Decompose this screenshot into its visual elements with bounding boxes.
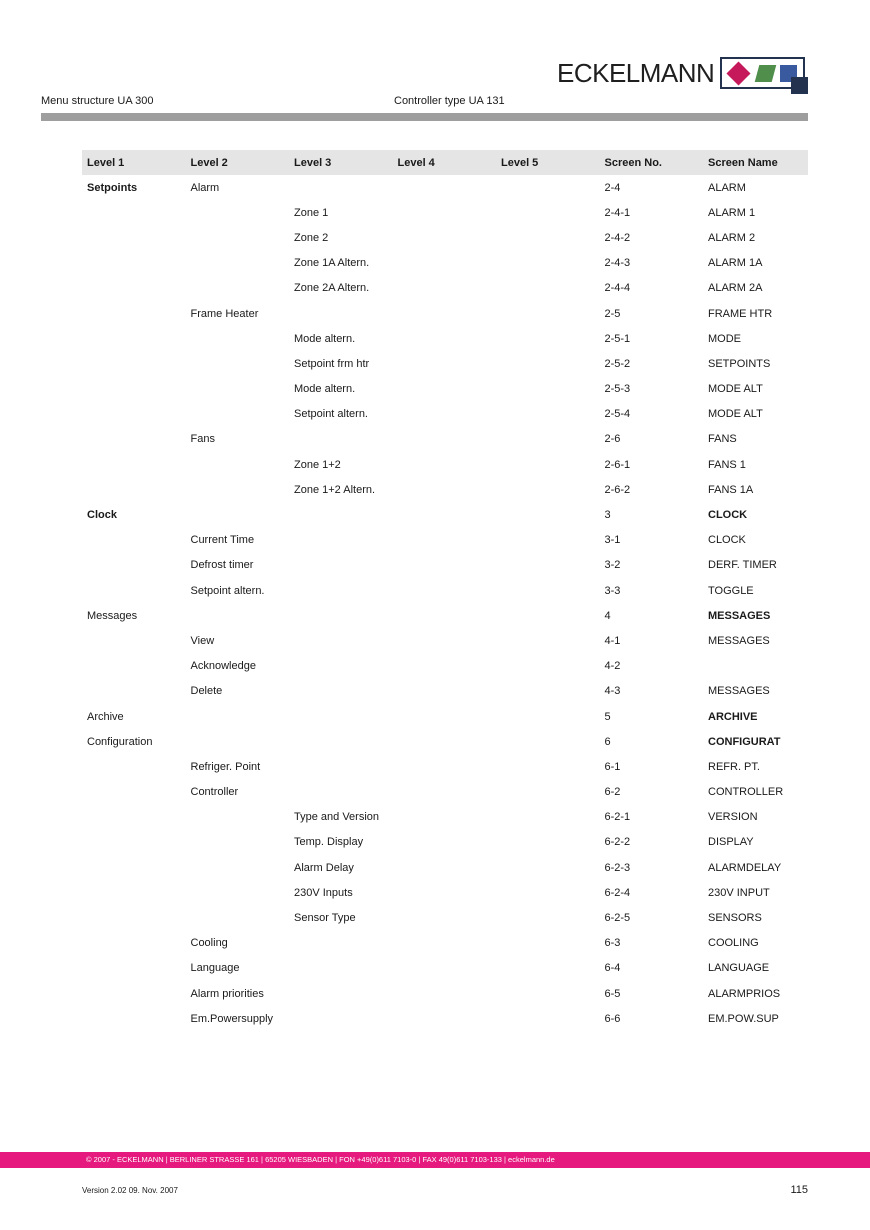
cell-screen-name: DERF. TIMER	[708, 559, 777, 572]
table-row	[82, 981, 808, 1006]
table-row	[82, 729, 808, 754]
page-number: 115	[790, 1184, 808, 1196]
cell-screen-name: ALARMPRIOS	[708, 987, 781, 1000]
cell-screen-name: MODE	[708, 332, 741, 345]
cell-screen-name: MESSAGES	[708, 634, 770, 647]
table-row	[82, 754, 808, 779]
cell-level-3: Zone 2A Altern.	[294, 282, 370, 295]
cell-level-3: 230V Inputs	[294, 886, 353, 899]
column-header-level-3: Level 3	[294, 156, 332, 169]
cell-screen-no: 4-1	[604, 634, 621, 647]
cell-screen-no: 2-4-4	[604, 282, 631, 295]
table-row	[82, 780, 808, 805]
cell-screen-name: MESSAGES	[708, 685, 770, 698]
header-controller-type: Controller type UA 131	[394, 95, 505, 107]
cell-screen-name: ALARM 1	[708, 206, 756, 219]
table-row	[82, 931, 808, 956]
cell-screen-name: FRAME HTR	[708, 307, 773, 320]
cell-screen-name: LANGUAGE	[708, 962, 770, 975]
cell-level-1: Messages	[87, 609, 138, 622]
cell-screen-name: EM.POW.SUP	[708, 1012, 779, 1025]
cell-screen-name: CLOCK	[708, 534, 746, 547]
cell-screen-no: 6-2-4	[604, 886, 631, 899]
cell-screen-name: CLOCK	[708, 509, 748, 522]
table-row	[82, 402, 808, 427]
cell-level-2: Controller	[190, 786, 239, 799]
cell-level-1: Clock	[87, 509, 117, 522]
cell-screen-name: COOLING	[708, 937, 759, 950]
table-row	[82, 905, 808, 930]
cell-level-2: Acknowledge	[190, 660, 256, 673]
cell-screen-name: DISPLAY	[708, 836, 754, 849]
cell-level-2: Current Time	[190, 534, 255, 547]
table-row	[82, 956, 808, 981]
cell-level-3: Zone 2	[294, 231, 329, 244]
cell-screen-no: 2-6	[604, 433, 621, 446]
column-header-level-5: Level 5	[501, 156, 539, 169]
cell-screen-name: MODE ALT	[708, 383, 763, 396]
table-row	[82, 1006, 808, 1031]
table-row	[82, 654, 808, 679]
table-row	[82, 578, 808, 603]
cell-screen-no: 6-3	[604, 937, 621, 950]
cell-screen-name: FANS	[708, 433, 737, 446]
table-row	[82, 326, 808, 351]
cell-screen-name: ALARM 2	[708, 231, 756, 244]
cell-screen-no: 6-4	[604, 962, 621, 975]
column-header-screen-name: Screen Name	[708, 156, 778, 169]
cell-screen-name: SENSORS	[708, 912, 762, 925]
cell-screen-no: 6-2	[604, 786, 621, 799]
table-row	[82, 528, 808, 553]
column-header-screen-no: Screen No.	[604, 156, 662, 169]
cell-screen-no: 3-1	[604, 534, 621, 547]
table-row	[82, 603, 808, 628]
cell-screen-no: 2-5-3	[604, 383, 631, 396]
company-logo	[557, 56, 805, 90]
cell-level-2: Em.Powersupply	[190, 1012, 274, 1025]
column-header-level-2: Level 2	[190, 156, 228, 169]
cell-screen-no: 5	[604, 710, 611, 723]
table-row	[82, 175, 808, 200]
cell-screen-no: 6-2-3	[604, 861, 631, 874]
cell-screen-no: 2-6-2	[604, 483, 631, 496]
cell-level-3: Alarm Delay	[294, 861, 354, 874]
menu-structure-table	[82, 150, 808, 1031]
cell-level-2: Defrost timer	[190, 559, 254, 572]
cell-level-3: Temp. Display	[294, 836, 364, 849]
table-row	[82, 880, 808, 905]
cell-screen-no: 2-4	[604, 181, 621, 194]
cell-screen-no: 2-5	[604, 307, 621, 320]
cell-screen-no: 3-2	[604, 559, 621, 572]
version-info: Version 2.02 09. Nov. 2007	[82, 1186, 178, 1195]
cell-screen-name: VERSION	[708, 811, 758, 824]
table-row	[82, 679, 808, 704]
table-row	[82, 251, 808, 276]
cell-screen-no: 6-6	[604, 1012, 621, 1025]
table-row	[82, 830, 808, 855]
cell-screen-name: REFR. PT.	[708, 760, 760, 773]
cell-screen-name: CONTROLLER	[708, 786, 784, 799]
cell-screen-name: ALARMDELAY	[708, 861, 782, 874]
cell-screen-no: 2-6-1	[604, 458, 631, 471]
cell-screen-no: 2-4-3	[604, 257, 631, 270]
cell-screen-name: CONFIGURAT	[708, 735, 781, 748]
table-row	[82, 855, 808, 880]
table-row	[82, 427, 808, 452]
cell-level-1: Configuration	[87, 735, 153, 748]
cell-screen-name: SETPOINTS	[708, 357, 771, 370]
cell-level-3: Mode altern.	[294, 332, 356, 345]
header-divider	[41, 113, 808, 121]
cell-screen-no: 2-5-1	[604, 332, 631, 345]
cell-screen-no: 2-4-1	[604, 206, 631, 219]
table-row	[82, 301, 808, 326]
cell-level-1: Setpoints	[87, 181, 138, 194]
cell-level-2: Alarm priorities	[190, 987, 264, 1000]
cell-level-3: Zone 1A Altern.	[294, 257, 370, 270]
cell-level-3: Mode altern.	[294, 383, 356, 396]
cell-level-3: Zone 1	[294, 206, 329, 219]
cell-level-2: Language	[190, 962, 240, 975]
cell-level-2: Refriger. Point	[190, 760, 261, 773]
table-row	[82, 200, 808, 225]
cell-screen-no: 4-2	[604, 660, 621, 673]
cell-screen-no: 6-1	[604, 760, 621, 773]
cell-level-3: Zone 1+2 Altern.	[294, 483, 376, 496]
cell-screen-name: FANS 1A	[708, 483, 754, 496]
cell-screen-name: ALARM 1A	[708, 257, 763, 270]
cell-level-3: Sensor Type	[294, 912, 356, 925]
cell-screen-name: TOGGLE	[708, 584, 754, 597]
cell-level-3: Zone 1+2	[294, 458, 341, 471]
cell-screen-no: 6	[604, 735, 611, 748]
table-body	[82, 175, 808, 1031]
table-row	[82, 452, 808, 477]
table-row	[82, 351, 808, 376]
table-row	[82, 553, 808, 578]
header-document-title: Menu structure UA 300	[41, 95, 154, 107]
cell-level-2: View	[190, 634, 215, 647]
table-header	[82, 150, 808, 175]
cell-level-2: Cooling	[190, 937, 228, 950]
cell-level-3: Setpoint altern.	[294, 408, 368, 421]
table-row	[82, 225, 808, 250]
cell-screen-no: 4-3	[604, 685, 621, 698]
cell-level-2: Alarm	[190, 181, 220, 194]
cell-screen-name: ALARM	[708, 181, 746, 194]
table-row	[82, 377, 808, 402]
table-row	[82, 477, 808, 502]
cell-screen-name: FANS 1	[708, 458, 746, 471]
table-row	[82, 805, 808, 830]
cell-screen-no: 3	[604, 509, 611, 522]
cell-screen-name: MESSAGES	[708, 609, 771, 622]
table-row	[82, 628, 808, 653]
footer-contact-info: © 2007 - ECKELMANN | BERLINER STRASSE 161 | 65205 WIESBADEN | FON +49(0)611 7103-0 | FAX 49(0)611 7103-133 | eckelmann.de	[86, 1155, 555, 1164]
cell-screen-no: 6-2-1	[604, 811, 631, 824]
cell-screen-no: 2-5-2	[604, 357, 631, 370]
cell-level-3: Setpoint frm htr	[294, 357, 370, 370]
cell-screen-no: 4	[604, 609, 611, 622]
cell-screen-name: ARCHIVE	[708, 710, 758, 723]
cell-screen-name: ALARM 2A	[708, 282, 763, 295]
cell-screen-no: 6-2-5	[604, 912, 631, 925]
logo-mark-icon	[720, 57, 805, 89]
logo-text: ECKELMANN	[557, 58, 715, 88]
cell-level-3: Type and Version	[294, 811, 380, 824]
cell-level-2: Setpoint altern.	[190, 584, 265, 597]
table-row	[82, 502, 808, 527]
cell-level-2: Fans	[190, 433, 215, 446]
column-header-level-4: Level 4	[397, 156, 435, 169]
table-row	[82, 704, 808, 729]
cell-level-2: Delete	[190, 685, 223, 698]
cell-screen-name: MODE ALT	[708, 408, 763, 421]
cell-screen-no: 3-3	[604, 584, 621, 597]
column-header-level-1: Level 1	[87, 156, 125, 169]
cell-level-1: Archive	[87, 710, 124, 723]
cell-level-2: Frame Heater	[190, 307, 259, 320]
cell-screen-no: 2-4-2	[604, 231, 631, 244]
cell-screen-no: 2-5-4	[604, 408, 631, 421]
cell-screen-name: 230V INPUT	[708, 886, 770, 899]
table-row	[82, 276, 808, 301]
cell-screen-no: 6-5	[604, 987, 621, 1000]
cell-screen-no: 6-2-2	[604, 836, 631, 849]
